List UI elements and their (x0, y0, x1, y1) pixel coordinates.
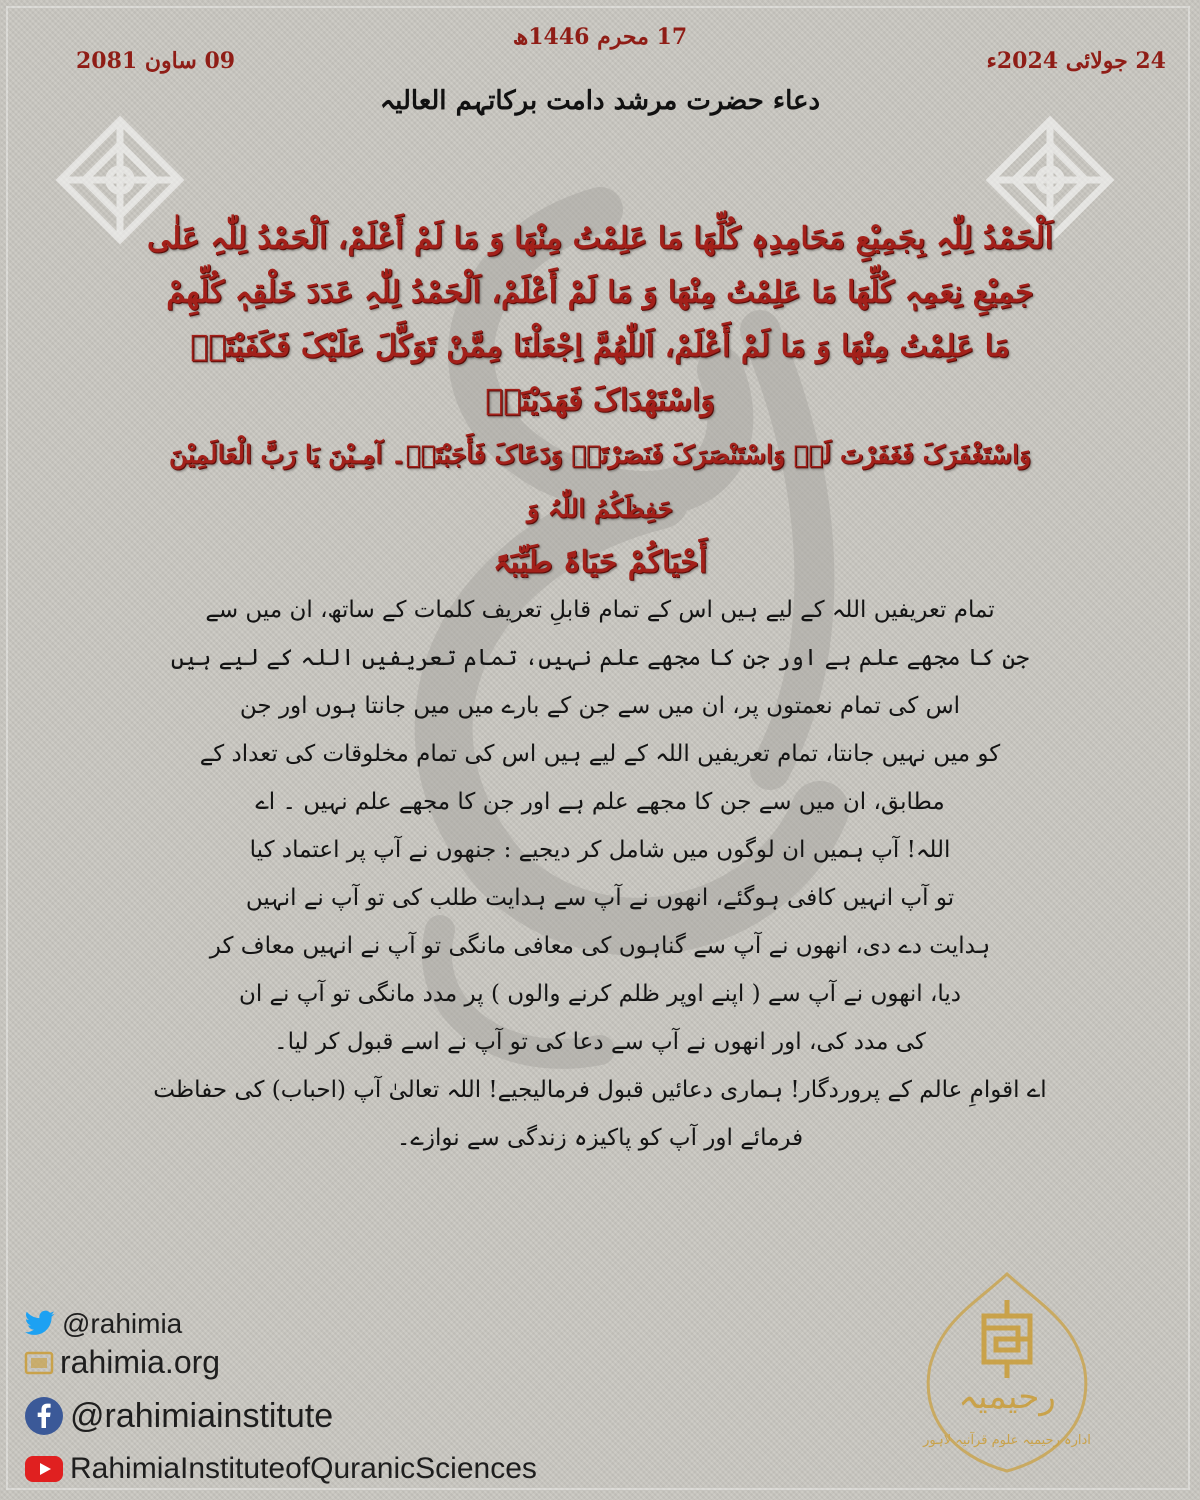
logo-wordmark: رحیمیہ (958, 1377, 1056, 1417)
urdu-line: جن کا مجھے علم ہے اور جن کا مجھے علم نہیں، تمام تعریفیں اللہ کے لیے ہیں (170, 645, 1030, 671)
urdu-line: اے اقوامِ عالم کے پروردگار! ہماری دعائیں قبول فرمالیجیے! اللہ تعالیٰ آپ (احباب) کی حفاظت (153, 1077, 1047, 1103)
twitter-handle-link[interactable] (24, 1308, 182, 1340)
gregorian-date: 24 جولائی 2024ء (986, 48, 1166, 74)
arabic-dua-line: مَا عَلِمْتُ مِنْھَا وَ مَا لَمْ أَعْلَمْ، اَللّٰھُمَّ اِجْعَلْنَا مِمَّنْ تَوَکَّلَ عَلَیْکَ فَکَفَیْتَہٗ وَاسْتَھْدَاکَ فَھَدَیْتَہٗ (190, 329, 1010, 418)
rahimia-logo (912, 1266, 1102, 1486)
logo-emblem (912, 1266, 1102, 1486)
urdu-line: کی مدد کی، اور انھوں نے آپ سے دعا کی تو آپ نے اسے قبول کر لیا۔ (274, 1029, 926, 1055)
urdu-translation (150, 586, 1050, 1162)
facebook-link[interactable] (24, 1396, 333, 1436)
urdu-line: اللہ! آپ ہمیں ان لوگوں میں شامل کر دیجیے : جنھوں نے آپ پر اعتماد کیا (249, 837, 951, 863)
web-icon (24, 1350, 54, 1376)
website-text: rahimia.org (60, 1344, 221, 1380)
urdu-line: تمام تعریفیں اللہ کے لیے ہیں اس کے تمام قابلِ تعریف کلمات کے ساتھ، ان میں سے (205, 597, 995, 623)
urdu-line: تو آپ انہیں کافی ہوگئے، انھوں نے آپ سے ہدایت طلب کی تو آپ نے انہیں (245, 885, 955, 911)
youtube-icon (24, 1454, 64, 1484)
arabic-dua-line: أَحْیَاکُمْ ‌حَیَاۃً طَیِّبَۃً (492, 545, 708, 580)
arabic-dua-line: جَمِیْعِ نِعَمِہٖ کُلِّھَا مَا عَلِمْتُ مِنْھَا وَ مَا لَمْ أَعْلَمْ، اَلْحَمْدُ لِلّٰہِ عَدَدَ خَلْقِہٖ کُلِّھِمْ (166, 275, 1034, 310)
urdu-line: دیا، انھوں نے آپ سے ( اپنے اوپر ظلم کرنے والوں ) پر مدد مانگی تو آپ نے ان (238, 981, 962, 1007)
facebook-handle-text: @rahimiainstitute (70, 1396, 334, 1435)
facebook-icon (24, 1396, 64, 1436)
arabic-dua-line: وَاسْتَغْفَرَکَ فَغَفَرْتَ لَہٗ وَاسْتَنْصَرَکَ فَنَصَرْتَہٗ وَدَعَاکَ فَأَجَبْتَہٗ۔ آمِـیْنَ یَا رَبَّ الْعَالَمِیْنَ حَفِظَکُمُ اللّٰہُ وَ (168, 440, 1032, 523)
urdu-line: مطابق، ان میں سے جن کا مجھے علم ہے اور جن کا مجھے علم نہیں ۔ اے (255, 789, 945, 815)
arabic-dua (140, 212, 1060, 590)
urdu-line: فرمائے اور آپ کو پاکیزہ زندگی سے نوازے۔ (396, 1125, 804, 1151)
urdu-line: ہدایت دے دی، انھوں نے آپ سے گناہوں کی معافی مانگی تو آپ نے انہیں معاف کر (209, 933, 991, 959)
hijri-date: 17 محرم 1446ھ (512, 24, 688, 50)
website-link[interactable] (24, 1344, 220, 1381)
youtube-link[interactable] (24, 1452, 537, 1486)
logo-subtitle: ادارہ رحیمیہ علوم قرآنیہ لاہور (923, 1433, 1091, 1448)
twitter-handle-text: @rahimia (62, 1308, 183, 1339)
page-title: دعاء حضرت مرشد دامت برکاتہم العالیہ (379, 86, 821, 116)
twitter-bird-icon (24, 1310, 56, 1338)
arabic-dua-line: اَلْحَمْدُ لِلّٰہِ بِجَمِیْعِ مَحَامِدِہٖ کُلِّھَا مَا عَلِمْتُ مِنْھَا وَ مَا لَمْ أَعْلَمْ، اَلْحَمْدُ لِلّٰہِ عَلٰی (146, 221, 1053, 256)
urdu-line: کو میں نہیں جانتا، تمام تعریفیں اللہ کے لیے ہیں اس کی تمام مخلوقات کی تعداد کے (199, 741, 1001, 767)
urdu-line: اس کی تمام نعمتوں پر، ان میں سے جن کے بارے میں میں جانتا ہوں اور جن (239, 693, 961, 719)
desi-date: 09 ساون 2081 (76, 48, 236, 74)
youtube-channel-text: RahimiaInstituteofQuranicSciences (70, 1452, 537, 1485)
